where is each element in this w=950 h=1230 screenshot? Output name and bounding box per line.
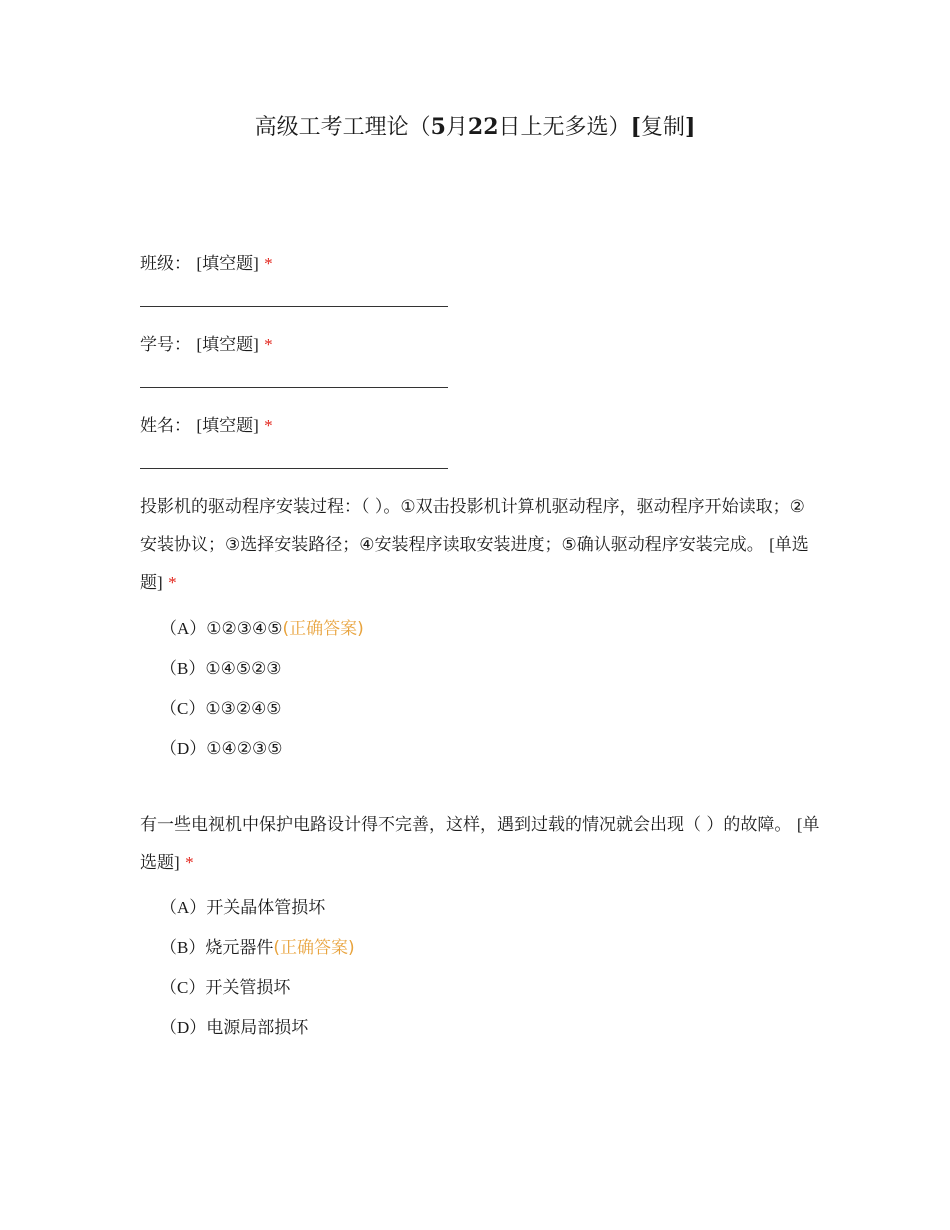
required-mark: * xyxy=(264,254,273,273)
option-text: 开关晶体管损坏 xyxy=(206,898,326,918)
option-letter: （A） xyxy=(160,619,207,638)
title-part2: 月 xyxy=(445,115,468,140)
question-type-tag: [单选题] xyxy=(140,535,809,592)
field-label: 学号： xyxy=(140,335,191,355)
option-letter: （D） xyxy=(160,1018,207,1037)
field-type-tag: [填空题] xyxy=(196,335,259,354)
question-1-options xyxy=(160,609,364,769)
student-id-input-line[interactable] xyxy=(140,387,448,388)
copy-link[interactable]: 复制 xyxy=(640,115,685,140)
field-student-id-label-row xyxy=(140,333,820,357)
name-input-line[interactable] xyxy=(140,468,448,469)
option-letter: （D） xyxy=(160,739,207,758)
field-student-id xyxy=(140,333,820,357)
title-part3: 日上无多选） xyxy=(498,115,631,140)
question-text: 投影机的驱动程序安装过程：（ ）。①双击投影机计算机驱动程序，驱动程序开始读取；②安装协议；③选择安装路径；④安装程序读取安装进度；⑤确认驱动程序安装完成。 xyxy=(140,497,805,555)
required-mark: * xyxy=(264,335,273,354)
option-b[interactable] xyxy=(160,649,364,689)
option-d[interactable] xyxy=(160,729,364,769)
field-label: 姓名： xyxy=(140,416,191,436)
correct-answer-mark: (正确答案) xyxy=(282,619,364,639)
option-c[interactable] xyxy=(160,689,364,729)
field-class xyxy=(140,252,820,276)
option-text: ①③②④⑤ xyxy=(205,699,282,719)
option-text: ①④②③⑤ xyxy=(206,739,283,759)
option-a[interactable] xyxy=(160,888,355,928)
title-part1: 高级工考工理论（ xyxy=(254,115,431,140)
option-a[interactable] xyxy=(160,609,364,649)
option-c[interactable] xyxy=(160,968,355,1008)
field-name xyxy=(140,414,820,438)
title-num1: 5 xyxy=(430,114,446,140)
field-type-tag: [填空题] xyxy=(196,254,259,273)
option-b[interactable] xyxy=(160,928,355,968)
page-title xyxy=(0,112,950,143)
option-letter: （C） xyxy=(160,978,206,997)
correct-answer-mark: (正确答案) xyxy=(273,938,355,958)
field-label: 班级： xyxy=(140,254,191,274)
option-text: ①②③④⑤ xyxy=(206,619,283,639)
option-text: ①④⑤②③ xyxy=(205,659,282,679)
required-mark: * xyxy=(185,853,194,872)
field-class-label-row xyxy=(140,252,820,276)
option-text: 烧元器件 xyxy=(205,938,274,958)
title-num2: 22 xyxy=(467,114,499,140)
question-type-tag: [单选题] xyxy=(140,815,820,872)
title-bracket-close: ] xyxy=(685,114,696,140)
question-1 xyxy=(140,488,820,602)
required-mark: * xyxy=(264,416,273,435)
question-text: 有一些电视机中保护电路设计得不完善，这样，遇到过载的情况就会出现（ ）的故障。 xyxy=(140,815,792,835)
question-2-options xyxy=(160,888,355,1048)
option-letter: （A） xyxy=(160,898,207,917)
option-text: 开关管损坏 xyxy=(205,978,291,998)
required-mark: * xyxy=(168,573,177,592)
option-text: 电源局部损坏 xyxy=(206,1018,309,1038)
class-input-line[interactable] xyxy=(140,306,448,307)
option-letter: （B） xyxy=(160,938,206,957)
field-type-tag: [填空题] xyxy=(196,416,259,435)
option-d[interactable] xyxy=(160,1008,355,1048)
field-name-label-row xyxy=(140,414,820,438)
title-bracket-open: [ xyxy=(630,114,641,140)
option-letter: （C） xyxy=(160,699,206,718)
option-letter: （B） xyxy=(160,659,206,678)
question-2 xyxy=(140,806,820,882)
